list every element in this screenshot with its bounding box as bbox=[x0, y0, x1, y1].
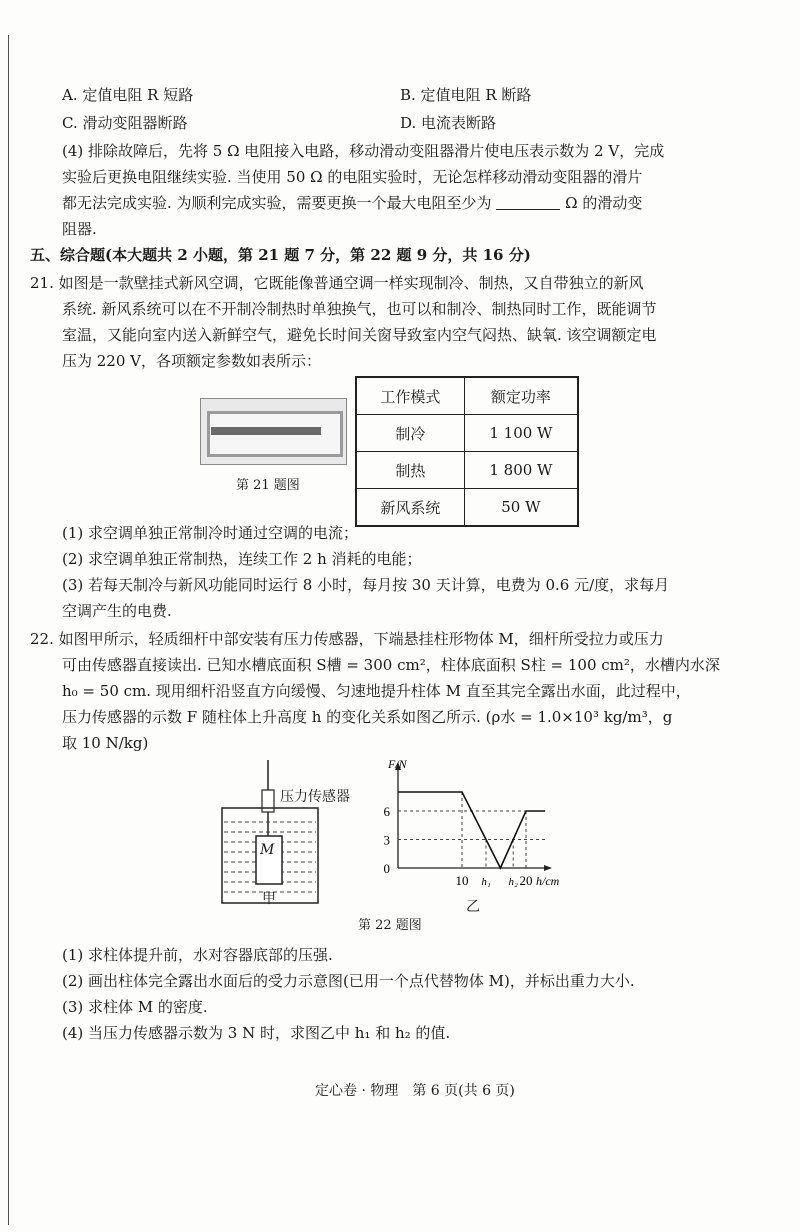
option-d: D. 电流表断路 bbox=[400, 114, 497, 132]
q21-line4: 压为 220 V，各项额定参数如表所示： bbox=[62, 352, 322, 370]
q21-caption: 第 21 题图 bbox=[236, 478, 300, 493]
margin-line bbox=[8, 35, 9, 1225]
q21-sub1: (1) 求空调单独正常制冷时通过空调的电流； bbox=[62, 524, 359, 542]
table-row bbox=[356, 489, 578, 527]
q22-line1: 22. 如图甲所示，轻质细杆中部安装有压力传感器，下端悬挂柱形物体 M，细杆所受拉力或压力 bbox=[30, 630, 664, 648]
q22-caption: 第 22 题图 bbox=[358, 918, 422, 933]
q4-line1: (4) 排除故障后，先将 5 Ω 电阻接入电路，移动滑动变阻器滑片使电压表示数为 2 V，完成 bbox=[62, 142, 665, 160]
q21-line2: 系统. 新风系统可以在不开制冷制热时单独换气，也可以和制冷、制热同时工作，既能调节 bbox=[62, 300, 657, 318]
answer-blank[interactable] bbox=[496, 195, 560, 210]
fig-a-label: 甲 bbox=[262, 891, 276, 907]
params-table bbox=[355, 376, 579, 527]
q4-line3-a: 都无法完成实验. 为顺利完成实验，需要更换一个最大电阻至少为 bbox=[62, 194, 492, 212]
y-tick-label: 6 bbox=[383, 804, 390, 819]
table-row bbox=[356, 415, 578, 452]
force-height-chart bbox=[360, 756, 560, 896]
x-tick-label: 20 bbox=[519, 873, 533, 888]
x-tick-label: h₁ bbox=[481, 876, 491, 888]
table-cell: 1 100 W bbox=[464, 415, 578, 452]
table-cell: 50 W bbox=[464, 489, 578, 527]
section-title: 五、综合题(本大题共 2 小题，第 21 题 7 分，第 22 题 9 分，共 16 分) bbox=[30, 246, 531, 264]
q22-sub3: (3) 求柱体 M 的密度. bbox=[62, 998, 208, 1016]
x-tick-label: h₂ bbox=[508, 876, 518, 888]
option-b: B. 定值电阻 R 断路 bbox=[400, 86, 532, 104]
q4-line4: 阻器. bbox=[62, 220, 97, 238]
page-footer: 定心卷 · 物理 第 6 页(共 6 页) bbox=[315, 1083, 515, 1099]
q22-sub1: (1) 求柱体提升前，水对容器底部的压强. bbox=[62, 946, 333, 964]
air-conditioner-image bbox=[200, 398, 347, 465]
q22-line4: 压力传感器的示数 F 随柱体上升高度 h 的变化关系如图乙所示. (ρ水 = 1.0×10³ kg/m³，g bbox=[62, 708, 673, 726]
series-line bbox=[398, 792, 545, 868]
sensor-label: 压力传感器 bbox=[280, 789, 350, 805]
q21-line1: 21. 如图是一款壁挂式新风空调，它既能像普通空调一样实现制冷、制热，又自带独立的新风 bbox=[30, 274, 644, 292]
x-axis-label: h/cm bbox=[536, 874, 560, 888]
table-header-power: 额定功率 bbox=[464, 377, 578, 415]
y-axis-label: F/N bbox=[388, 757, 407, 771]
q4-line3 bbox=[62, 190, 642, 216]
table-cell: 新风系统 bbox=[356, 489, 464, 527]
q4-line2: 实验后更换电阻继续实验. 当使用 50 Ω 的电阻实验时，无论怎样移动滑动变阻器的滑片 bbox=[62, 168, 643, 186]
x-tick-label: 10 bbox=[455, 873, 469, 888]
q4-line3-b: Ω 的滑动变 bbox=[565, 194, 643, 212]
q22-line3: h₀ = 50 cm. 现用细杆沿竖直方向缓慢、匀速地提升柱体 M 直至其完全露出水面，此过程中， bbox=[62, 682, 691, 700]
q21-sub3b: 空调产生的电费. bbox=[62, 602, 172, 620]
table-cell: 制热 bbox=[356, 452, 464, 489]
option-a: A. 定值电阻 R 短路 bbox=[62, 86, 194, 104]
q21-sub3a: (3) 若每天制冷与新风功能同时运行 8 小时，每月按 30 天计算，电费为 0.6 元/度，求每月 bbox=[62, 576, 670, 594]
q22-line2: 可由传感器直接读出. 已知水槽底面积 S槽 = 300 cm²，柱体底面积 S柱 = 100 cm²，水槽内水深 bbox=[62, 656, 720, 674]
option-c: C. 滑动变阻器断路 bbox=[62, 114, 188, 132]
table-cell: 1 800 W bbox=[464, 452, 578, 489]
table-row bbox=[356, 452, 578, 489]
q21-line3: 室温，又能向室内送入新鲜空气，避免长时间关窗导致室内空气闷热、缺氧. 该空调额定电 bbox=[62, 326, 657, 344]
q22-sub2: (2) 画出柱体完全露出水面后的受力示意图(已用一个点代替物体 M)，并标出重力大小. bbox=[62, 972, 635, 990]
y-tick-label: 3 bbox=[383, 832, 390, 848]
x-axis-arrow bbox=[544, 865, 552, 871]
q21-sub2: (2) 求空调单独正常制热，连续工作 2 h 消耗的电能； bbox=[62, 550, 422, 568]
block-label: M bbox=[260, 842, 275, 858]
fig-b-label: 乙 bbox=[466, 899, 480, 915]
y-tick-label: 0 bbox=[383, 861, 390, 876]
table-header-mode: 工作模式 bbox=[356, 377, 464, 415]
q22-sub4: (4) 当压力传感器示数为 3 N 时，求图乙中 h₁ 和 h₂ 的值. bbox=[62, 1024, 451, 1042]
q22-line5: 取 10 N/kg) bbox=[62, 734, 149, 752]
table-cell: 制冷 bbox=[356, 415, 464, 452]
